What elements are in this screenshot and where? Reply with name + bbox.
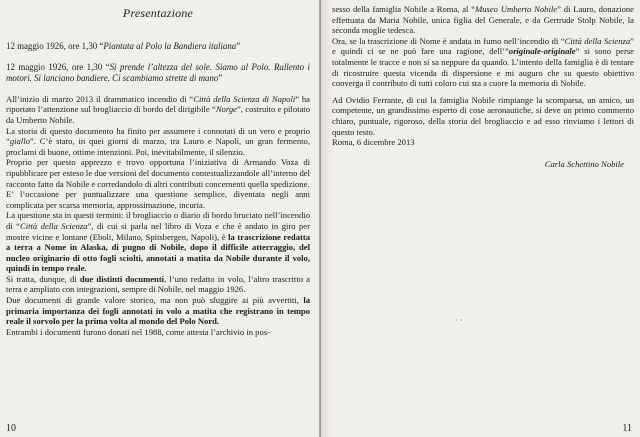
paragraph-4: E’ l’occasione per puntualizzare una questione semplice, diventata negli anni complicata per scarsa memoria, approssimazione, incuria. [6, 189, 310, 210]
quote-1: 12 maggio 1926, ore 1,30 “Piantata al Polo la Bandiera italiana” [6, 41, 241, 51]
paragraph-6: Si tratta, dunque, di due distinti documenti, l’uno redatto in volo, l’altro trascritto a terra e ampliato con integrazioni, sempre di Nobile, nel maggio 1926. [6, 273, 311, 295]
paragraph-continued: sesso della famiglia Nobile a Roma, al “Museo Umberto Nobile” di Lauro, donazione effettuata da Maria Nobile, unica figlia del Generale, e da Gertrude Stolp Nobile, la seconda moglie tedesca. [332, 4, 634, 36]
page-title: Presentazione [122, 6, 194, 20]
paragraph-8: Entrambi i documenti furono donati nel 1988, come attesta l’archivio in pos- [6, 326, 270, 337]
paragraph-5: La questione sta in questi termini: il brogliaccio o diario di bordo bruciato nell’incendio di “Città della Scienza”, di cui si parla nel libro di Voza e che è andato in giro per mostre vicine e lontane (Eboli, Milano, Spitsbergen, Napoli), è la trascrizione redatta a terra a Nome in Alaska, di pugno di Nobile, dopo il difficile atterraggio, del nucleo originario di otto fogli sciolti, annotati a matita da Nobile durante il volo, quindi in tempo reale. [6, 210, 311, 274]
paragraph-3: Proprio per questo apprezzo e trovo opportuna l’iniziativa di Armando Voza di ripubblicare per esteso le due versioni del documento contestualizzandole all’interno del racconto fatto da Nobile e corredandolo di altri contributi concernenti quella spedizione. [6, 157, 311, 189]
paragraph-trascrizione: Ora, se la trascrizione di Nome è andata in fumo nell’incendio di “Città della Scienza” e quindi ci se ne può fare una ragione, dell’”originale-originale” si sono perse totalmente le tracce e non si sa neppure da quando. L’intento della famiglia è di tentare di ricostruire questa vicenda di dispersione e mi auguro che su questo obiettivo converga il contributo di tutti coloro cui sta a cuore la memoria di Nobile. [332, 35, 634, 89]
paragraph-ferrante: Ad Ovidio Ferrante, di cui la famiglia Nobile rimpiange la scomparsa, un amico, un competente, un grandissimo esperto di cose aeronautiche, si deve un primo commento chiaro, puntuale, rigoroso, della storia del brogliaccio e ad esso rinviamo i lettori di questo testo. [332, 94, 634, 137]
paragraph-1: All’inizio di marzo 2013 il drammatico incendio di “Città della Scienza di Napoli” ha riportato l’attenzione sul brogliaccio di bordo del dirigibile “Norge”, costruito e pilotato da Umberto Nobile. [6, 93, 310, 125]
paragraph-7: Due documenti di grande valore storico, ma non può sfuggire ai più avvertiti, la primaria importanza dei fogli annotati in volo a matita che registrano in tempo reale il sorvolo per la prima volta al mondo del Polo Nord. [6, 295, 310, 327]
quote-2: 12 maggio 1926, ore 1,30 “Si prende l’altezza del sole. Siamo al Polo. Rallento i motori. Si lanciano bandiere. Ci scambiamo strette di mano” [6, 61, 310, 84]
right-page [321, 0, 640, 437]
page-number-left: 10 [6, 423, 16, 434]
paragraph-2: La storia di questo documento ha finito per assumere i connotati di un vero e proprio “giallo”. C’è stato, in quei giorni di marzo, tra Lauro e Napoli, un gran fermento, proclami di buone, ottime intenzioni. Poi, inevitabilmente, il silenzio. [6, 125, 310, 157]
place-date: Roma, 6 dicembre 2013 [332, 137, 415, 148]
page-specks: · · [455, 316, 463, 325]
page-number-right: 11 [622, 423, 632, 434]
signature: Carla Schettino Nobile [544, 158, 624, 169]
